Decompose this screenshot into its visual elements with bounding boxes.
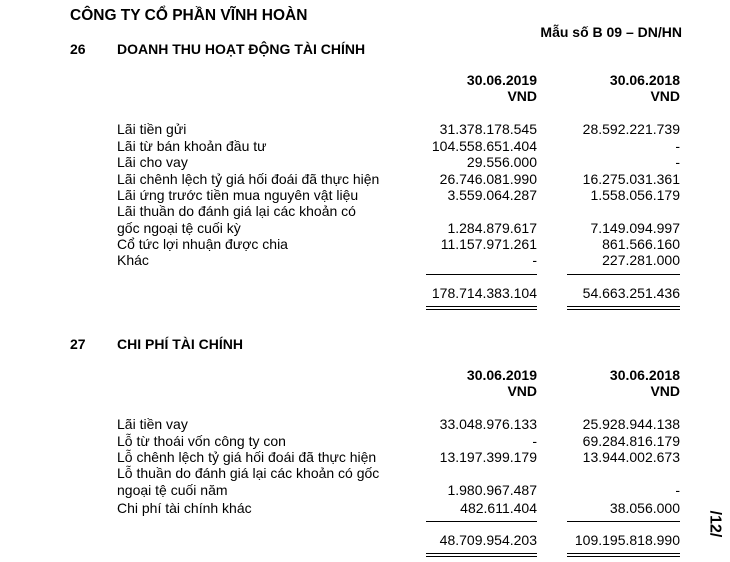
s26-total-double-rule-1a	[426, 306, 537, 307]
s26-col1-date: 30.06.2019	[466, 72, 537, 88]
s27-total-2019: 48.709.954.203	[439, 532, 537, 548]
s27-subtotal-rule-1	[426, 521, 537, 522]
s27-col1-date: 30.06.2019	[466, 367, 537, 383]
table-row-label: Lãi cho vay	[117, 154, 188, 170]
table-row-label: Lỗ thuần do đánh giá lại các khoản có gốc	[117, 465, 380, 481]
s27-col1-unit: VND	[507, 383, 537, 399]
table-cell-2019: -	[532, 252, 537, 268]
table-cell-2018: 227.281.000	[602, 252, 680, 268]
table-cell-2018: -	[675, 138, 680, 154]
table-row-label: Lãi thuần do đánh giá lại các khoản có	[117, 203, 356, 219]
s27-col2-unit: VND	[650, 383, 680, 399]
s26-col1-unit: VND	[507, 88, 537, 104]
s27-total-double-rule-2b	[567, 556, 680, 557]
table-cell-2019: 104.558.651.404	[431, 138, 537, 154]
table-cell-2018: 1.558.056.179	[590, 187, 680, 203]
s26-col2-unit: VND	[650, 88, 680, 104]
table-row-label: Lỗ từ thoái vốn công ty con	[117, 433, 286, 449]
company-name: CÔNG TY CỔ PHẦN VĨNH HOÀN	[70, 7, 308, 24]
section-27-title: CHI PHÍ TÀI CHÍNH	[117, 336, 243, 352]
s26-col1-header	[407, 72, 537, 104]
table-cell-2018: 69.284.816.179	[582, 433, 680, 449]
table-cell-2018: 7.149.094.997	[590, 220, 680, 236]
s26-subtotal-rule-2	[567, 274, 680, 275]
section-27-number: 27	[70, 336, 86, 352]
table-cell-2018: -	[675, 154, 680, 170]
table-cell-2019: -	[532, 433, 537, 449]
s26-col2-header	[550, 72, 680, 104]
table-cell-2019: 31.378.178.545	[439, 121, 537, 137]
form-number: Mẫu số B 09 – DN/HN	[540, 24, 682, 40]
table-cell-2018: -	[675, 482, 680, 498]
table-row-label: Lỗ chênh lệch tỷ giá hối đoái đã thực hiện	[117, 449, 377, 465]
table-cell-2018: 13.944.002.673	[582, 449, 680, 465]
table-cell-2019: 11.157.971.261	[440, 236, 537, 252]
table-row-label: Lãi từ bán khoản đầu tư	[117, 138, 267, 154]
section-26-number: 26	[70, 41, 86, 57]
table-row-label: Chi phí tài chính khác	[117, 500, 252, 516]
table-row-label: Lãi chênh lệch tỷ giá hối đoái đã thực hiện	[117, 171, 380, 187]
table-cell-2018: 861.566.160	[602, 236, 680, 252]
s27-total-double-rule-2a	[567, 553, 680, 554]
table-cell-2019: 482.611.404	[460, 500, 537, 516]
table-cell-2019: 1.284.879.617	[447, 220, 537, 236]
table-row-label: Lãi ứng trước tiền mua nguyên vật liệu	[117, 187, 359, 203]
table-cell-2019: 1.980.967.487	[447, 482, 537, 498]
table-row-label: ngoại tệ cuối năm	[117, 482, 228, 498]
table-cell-2019: 3.559.064.287	[447, 187, 537, 203]
table-cell-2018: 25.928.944.138	[582, 416, 680, 432]
s27-total-double-rule-1b	[426, 556, 537, 557]
table-cell-2018: 16.275.031.361	[582, 171, 680, 187]
table-cell-2019: 13.197.399.179	[439, 449, 537, 465]
s26-total-double-rule-1b	[426, 309, 537, 310]
margin-page-mark: /12/	[706, 510, 724, 538]
s26-total-2019: 178.714.383.104	[431, 285, 537, 301]
s26-total-double-rule-2b	[567, 309, 680, 310]
section-26-title: DOANH THU HOẠT ĐỘNG TÀI CHÍNH	[117, 41, 366, 57]
table-row-label: Khác	[117, 252, 149, 268]
s26-total-double-rule-2a	[567, 306, 680, 307]
s26-total-2018: 54.663.251.436	[582, 285, 680, 301]
s26-subtotal-rule-1	[426, 274, 537, 275]
s27-subtotal-rule-2	[567, 521, 680, 522]
table-cell-2018: 28.592.221.739	[582, 121, 680, 137]
s27-col1-header	[407, 367, 537, 399]
s27-col2-header	[550, 367, 680, 399]
s27-col2-date: 30.06.2018	[609, 367, 680, 383]
table-row-label: Lãi tiền gửi	[117, 121, 187, 137]
table-row-label: Cổ tức lợi nhuận được chia	[117, 236, 288, 252]
table-cell-2019: 33.048.976.133	[439, 416, 537, 432]
table-row-label: gốc ngoại tệ cuối kỳ	[117, 220, 241, 236]
table-cell-2019: 26.746.081.990	[439, 171, 537, 187]
table-row-label: Lãi tiền vay	[117, 416, 188, 432]
s26-col2-date: 30.06.2018	[609, 72, 680, 88]
s27-total-2018: 109.195.818.990	[574, 532, 680, 548]
table-cell-2019: 29.556.000	[466, 154, 537, 170]
s27-total-double-rule-1a	[426, 553, 537, 554]
table-cell-2018: 38.056.000	[609, 500, 680, 516]
